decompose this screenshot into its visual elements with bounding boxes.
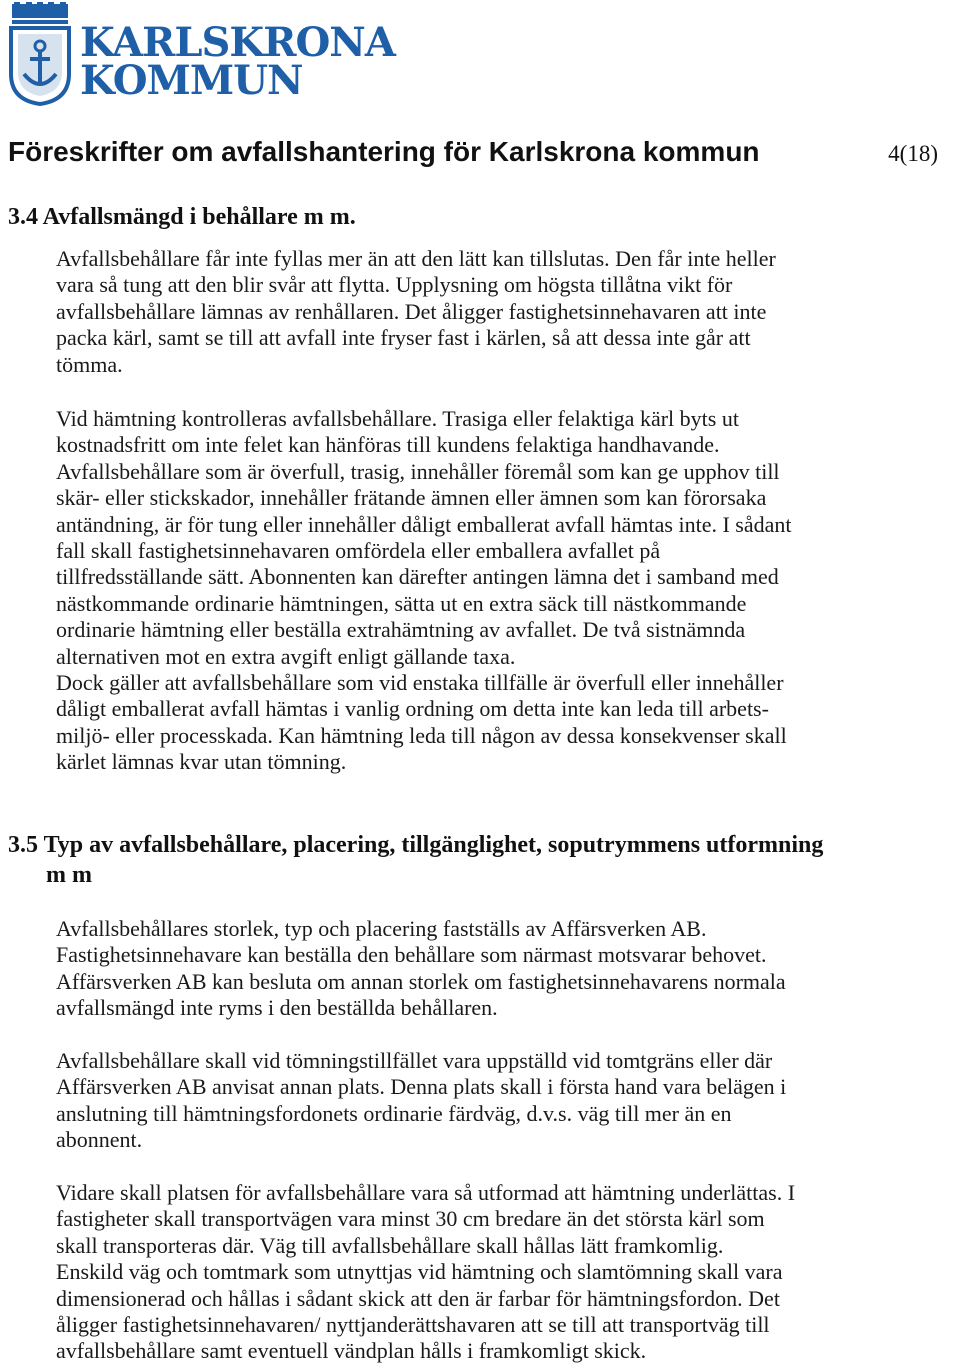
text-line: skall transporteras där. Väg till avfallsbehållare skall hållas lätt framkomlig. [56, 1232, 724, 1258]
text-line: tömma. [56, 351, 123, 377]
text-line: vara så tung att den blir svår att flytta. Upplysning om högsta tillåtna vikt för [56, 272, 733, 298]
text-line: åligger fastighetsinnehavaren/ nyttjanderättshavaren att se till att transportväg till [56, 1312, 770, 1338]
logo-line-kommun: KOMMUN [80, 57, 303, 104]
text-line: ordinarie hämtning eller beställa extrahämtning av avfallet. De två sistnämnda [56, 617, 746, 643]
logo-line-karlskrona: KARLSKRONA [80, 19, 395, 66]
page-number: 4(18) [888, 141, 938, 166]
section-3-5-paragraph-3 [56, 1180, 956, 1365]
section-3-4-heading: 3.4 Avfallsmängd i behållare m m. [8, 204, 356, 230]
text-line: avfallsbehållare samt eventuell vändplan hålls i framkomligt skick. [56, 1338, 647, 1364]
text-line: abonnent. [56, 1127, 143, 1153]
text-line: dimensionerad och hållas i sådant skick att den är farbar för hämtningsfordon. Det [56, 1285, 780, 1311]
text-line: Avfallsbehållare får inte fyllas mer än att den lätt kan tillslutas. Den får inte heller [56, 246, 776, 271]
text-line: kostnadsfritt om inte felet kan hänföras till kundens felaktiga handhavande. [56, 432, 720, 458]
section-3-5-paragraph-1 [56, 916, 956, 1022]
text-line: alternativen mot en extra avgift enligt gällande taxa. [56, 643, 516, 669]
section-3-5-heading-line-1: 3.5 Typ av avfallsbehållare, placering, tillgänglighet, soputrymmens utformning [8, 832, 824, 858]
text-line: Affärsverken AB anvisat annan plats. Denna plats skall i första hand vara belägen i [56, 1074, 787, 1100]
text-line: Affärsverken AB kan besluta om annan storlek om fastighetsinnehavarens normala [56, 968, 786, 994]
text-line: avfallsmängd inte ryms i den beställda behållaren. [56, 995, 498, 1021]
text-line: Vidare skall platsen för avfallsbehållare vara så utformad att hämtning underlättas. I [56, 1180, 796, 1205]
section-3-4-paragraph-2 [56, 406, 956, 776]
text-line: packa kärl, samt se till att avfall inte fryser fast i kärlen, så att dessa inte går att [56, 325, 751, 351]
section-3-5-heading [8, 830, 823, 890]
text-line: tillfredsställande sätt. Abonnenten kan därefter antingen lämna det i samband med [56, 564, 779, 590]
text-line: antändning, är för tung eller innehåller dåligt emballerat avfall hämtas inte. I sådant [56, 511, 792, 537]
text-line: Vid hämtning kontrolleras avfallsbehållare. Trasiga eller felaktiga kärl byts ut [56, 406, 739, 431]
text-line: miljö- eller processkada. Kan hämtning leda till någon av dessa konsekvenser skall [56, 722, 787, 748]
section-3-4-paragraph-1 [56, 246, 956, 378]
text-line: dåligt emballerat avfall hämtas i vanlig ordning om detta inte kan leda till arbets- [56, 696, 769, 722]
text-line: fastigheter skall transportvägen vara minst 30 cm bredare än det största kärl som [56, 1206, 765, 1232]
text-line: skär- eller stickskador, innehåller frätande ämnen eller ämnen som kan förorsaka [56, 485, 767, 511]
section-3-5-heading-line-2: m m [46, 862, 92, 888]
text-line: kärlet lämnas kvar utan tömning. [56, 749, 347, 775]
text-line: Avfallsbehållare skall vid tömningstillfället vara uppställd vid tomtgräns eller där [56, 1048, 773, 1073]
text-line: Avfallsbehållares storlek, typ och placering fastställs av Affärsverken AB. [56, 916, 707, 941]
text-line: Fastighetsinnehavare kan beställa den behållare som närmast motsvarar behovet. [56, 942, 767, 968]
text-line: fall skall fastighetsinnehavaren omfördela eller emballera avfallet på [56, 538, 661, 564]
text-line: anslutning till hämtningsfordonets ordinarie färdväg, d.v.s. väg till mer än en [56, 1100, 732, 1126]
document-title: Föreskrifter om avfallshantering för Karlskrona kommun [8, 136, 760, 167]
coat-of-arms-icon [8, 2, 72, 106]
text-line: avfallsbehållare lämnas av renhållaren. Det åligger fastighetsinnehavaren att inte [56, 298, 767, 324]
text-line: Enskild väg och tomtmark som utnyttjas vid hämtning och slamtömning skall vara [56, 1259, 783, 1285]
karlskrona-logo [8, 2, 428, 106]
text-line: Avfallsbehållare som är överfull, trasig, innehåller föremål som kan ge upphov till [56, 458, 780, 484]
section-3-5-paragraph-2 [56, 1048, 956, 1154]
text-line: Dock gäller att avfallsbehållare som vid enstaka tillfälle är överfull eller innehåller [56, 670, 784, 696]
text-line: nästkommande ordinarie hämtningen, sätta ut en extra säck till nästkommande [56, 590, 747, 616]
